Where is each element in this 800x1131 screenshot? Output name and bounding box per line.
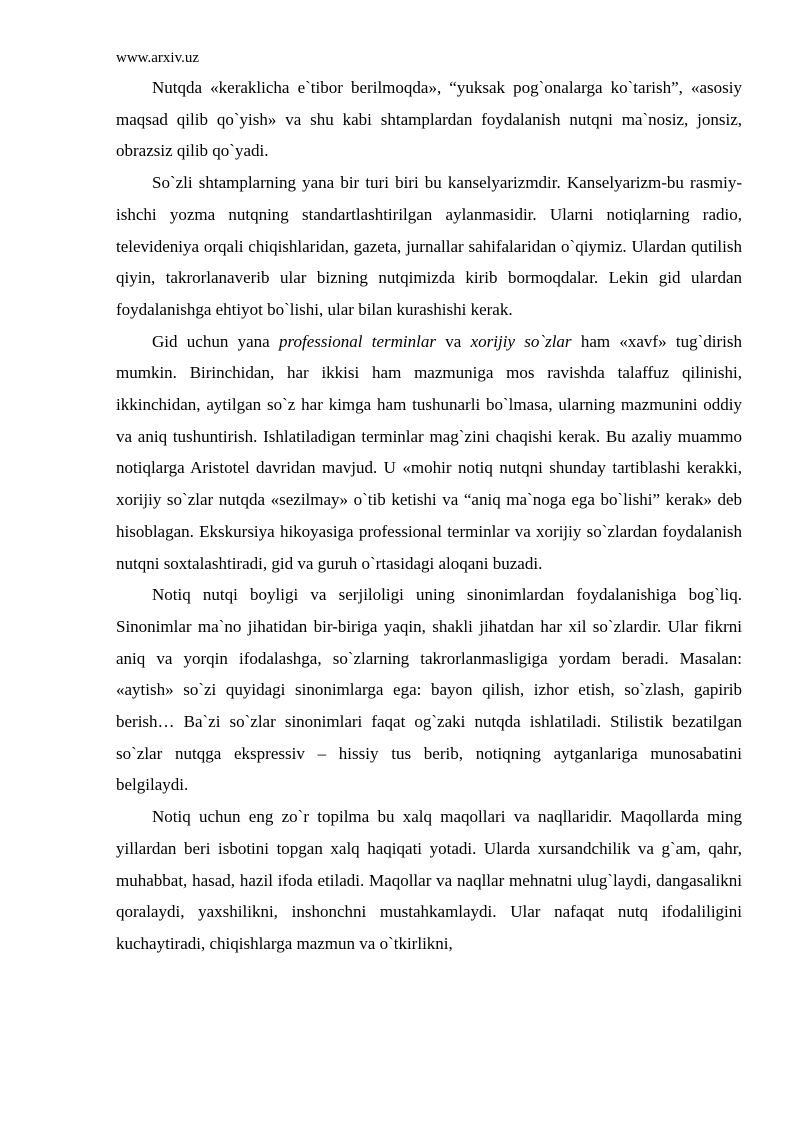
term-professional-terminlar: professional terminlar (279, 331, 436, 351)
document-body (116, 72, 742, 960)
paragraph-2: So`zli shtamplarning yana bir turi biri bu kanselyarizmdir. Kanselyarizm-bu rasmiy- ishchi yozma nutqning standartlashtirilgan aylanmasidir. Ularni notiqlarning radio, televideniya orqali chiqishlaridan, gazeta, jurnallar sahifalaridan o`qiymiz. Ulardan qutilish qiyin, takrorlanaverib ular bizning nutqimizda kirib bormoqdalar. Lekin gid ulardan foydalanishga ehtiyot bo`lishi, ular bilan kurashishi kerak. (116, 173, 742, 319)
paragraph-4: Notiq nutqi boyligi va serjiloligi uning sinonimlardan foydalanishiga bog`liq. Sinonimlar ma`no jihatidan bir-biriga yaqin, shakli jihatdan har xil so`zlardir. Ular fikrni aniq va yorqin ifodalashga, so`zlarning takrorlanmasligiga yordam beradi. Masalan: «aytish» so`zi quyidagi sinonimlarga ega: bayon qilish, izhor etish, so`zlash, gapirib berish… Ba`zi so`zlar sinonimlari faqat og`zaki nutqda ishlatiladi. Stilistik bezatilgan so`zlar nutqga ekspressiv – hissiy tus berib, notiqning aytganlariga munosabatini belgilaydi. (116, 585, 742, 795)
site-url: www.arxiv.uz (116, 50, 200, 66)
paragraph-3-part-1: Gid uchun yana (152, 331, 280, 351)
term-xorijiy-sozlar: xorijiy so`zlar (470, 331, 572, 351)
paragraph-1: Nutqda «keraklicha e`tibor berilmoqda», “yuksak pog`onalarga ko`tarish”, «asosiy maqsad qilib qo`yish» va shu kabi shtamplardan foydalanish nutqni ma`nosiz, jonsiz, obrazsiz qilib qo`yadi. (116, 78, 742, 161)
paragraph-3-part-2: va (435, 331, 471, 351)
paragraph-3 (116, 326, 742, 580)
paragraph-5: Notiq uchun eng zo`r topilma bu xalq maqollari va naqllaridir. Maqollarda ming yillardan beri isbotini topgan xalq haqiqati yotadi. Ularda xursandchilik va g`am, qahr, muhabbat, hasad, hazil ifoda etiladi. Maqollar va naqllar mehnatni ulug`laydi, dangasalikni qoralaydi, yaxshilikni, inshonchni mustahkamlaydi. Ular nafaqat nutq ifodaliligini kuchaytiradi, chiqishlarga mazmun va o`tkirlikni, (116, 807, 742, 953)
paragraph-3-part-3: ham «xavf» tug`dirish mumkin. Birinchidan, har ikkisi ham mazmuniga mos ravishda talaffuz qilinishi, ikkinchidan, aytilgan so`z har kimga ham tushunarli bo`lmasa, ularning mazmunini oddiy va aniq tushuntirish. Ishlatiladigan terminlar mag`zini chaqishi kerak. Bu azaliy muammo notiqlarga Aristotel davridan mavjud. U «mohir notiq nutqni shunday tartiblashi kerakki, xorijiy so`zlar nutqda «sezilmay» o`tib ketishi va “aniq ma`noga ega bo`lishi” kerak» deb hisoblagan. Ekskursiya hikoyasiga professional terminlar va xorijiy so`zlardan foydalanish nutqni soxtalashtiradi, gid va guruh o`rtasidagi aloqani buzadi. (116, 331, 742, 573)
